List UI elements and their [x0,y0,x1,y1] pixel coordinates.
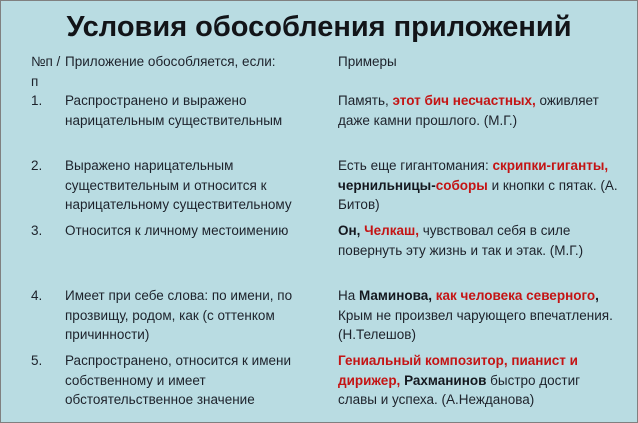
column-header-examples: Примеры [338,54,397,69]
example-segment: быстро достиг славы и успеха. (А.Нежданова) [338,372,581,408]
row-number: 5. [31,353,43,369]
column-header-condition: Приложение обособляется, если: [65,54,276,69]
example-segment: На [338,288,360,304]
row-example [338,156,621,221]
example-segment: этот бич несчастных, [392,93,536,109]
example-segment: и кнопки с пятак. (А. Битов) [338,177,618,213]
example-segment: Челкаш, [364,223,419,239]
row-number: 2. [31,158,43,174]
row-condition: Имеет при себе слова: по имени, по прозвищу, родом, как (с оттенком причинности) [65,288,293,343]
example-segment: Есть еще гигантомания: [338,158,493,174]
table-header-row [31,52,621,91]
example-segment: чернильницы- [338,177,436,193]
row-example [338,286,621,351]
row-number: 3. [31,223,43,239]
row-condition: Распространено и выражено нарицательным существительным [65,93,283,128]
row-example [338,351,621,416]
example-segment: скрипки-гиганты, [492,158,609,174]
row-number: 4. [31,288,43,304]
example-segment: Память, [338,93,393,109]
example-segment: Крым не произвел чарующего впечатления.(Н.Телешов) [338,307,613,343]
example-segment: как человека северного [435,288,596,304]
row-condition: Относится к личному местоимению [65,223,289,239]
appositions-table [1,52,637,416]
row-example [338,91,621,156]
example-segment: Рахманинов [404,372,487,388]
row-number: 1. [31,93,43,109]
example-segment: чувствовал себя в силе повернуть эту жизнь и так и этак. (М.Г.) [338,223,584,258]
example-segment: оживляет даже камни прошлого. (М.Г.) [338,93,599,128]
column-header-number: №п /п [31,54,61,89]
example-segment: Гениальный композитор, пианист и дирижер, [338,353,578,388]
table-rows [31,91,621,416]
slide-title: Условия обособления приложений [66,11,572,43]
example-segment: Маминова, [359,288,436,304]
row-condition: Распространено, относится к имени собственному и имеет обстоятельственное значение [65,353,291,408]
example-segment: , [595,288,599,304]
row-condition: Выражено нарицательным существительным и относится к нарицательному существительному [65,158,292,213]
row-example [338,221,621,286]
example-segment: Он, [338,223,365,239]
example-segment: соборы [435,177,488,193]
